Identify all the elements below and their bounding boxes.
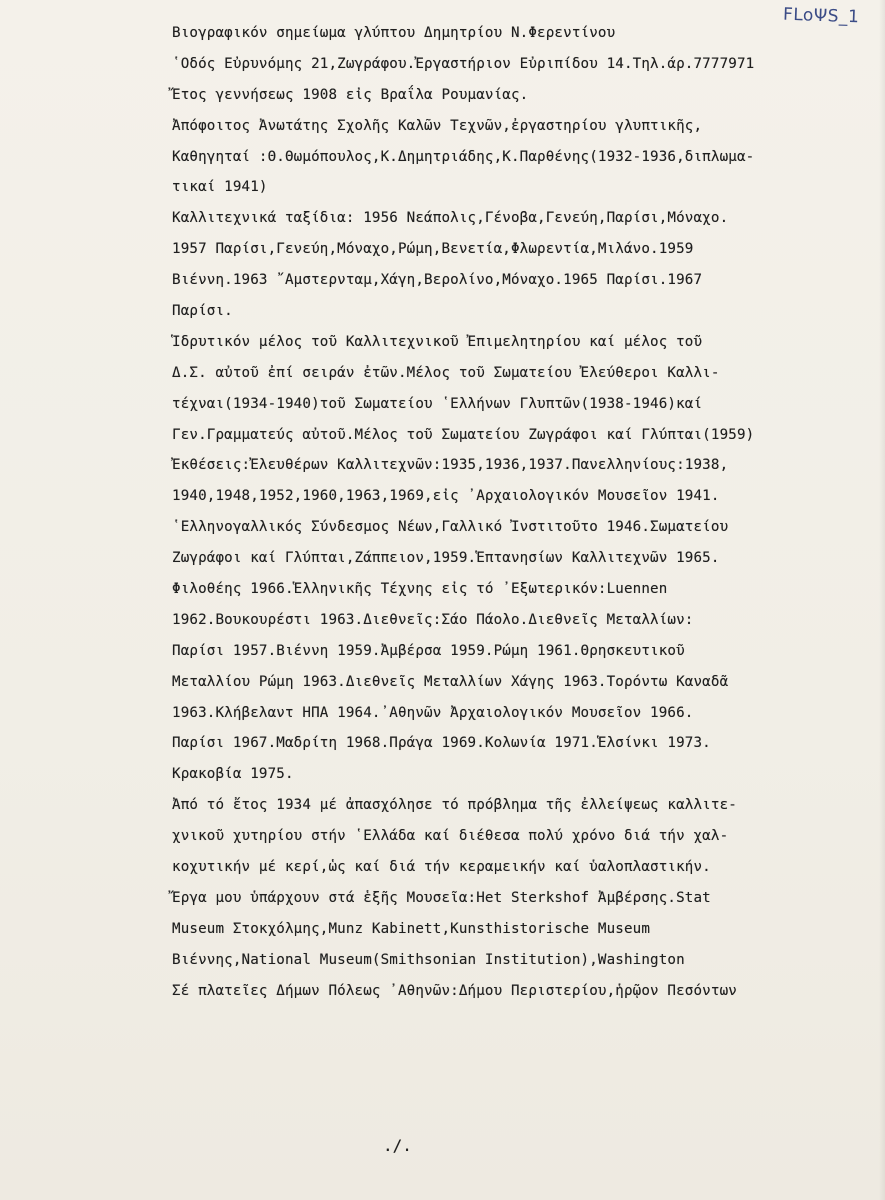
- text-line: Φιλοθέης 1966.Ἑλληνικῆς Τέχνης εἰς τό ᾽Εξωτερικόν:Luennen: [172, 581, 668, 598]
- text-line: Βιέννης,National Museum(Smithsonian Institution),Washington: [172, 951, 685, 968]
- text-line: χνικοῦ χυτηρίου στήν ῾Ελλάδα καί διέθεσα πολύ χρόνο διά τήν χαλ-: [172, 828, 729, 845]
- text-line: Κρακοβία 1975.: [172, 766, 294, 783]
- text-line: ῾Ελληνογαλλικός Σύνδεσμος Νέων,Γαλλικό Ἰνστιτοῦτο 1946.Σωματείου: [172, 519, 729, 536]
- text-line: Ἔτος γεννήσεως 1908 εἰς Βραΐλα Ρουμανίας.: [172, 86, 529, 103]
- text-line: Δ.Σ. αὐτοῦ ἐπί σειράν ἐτῶν.Μέλος τοῦ Σωματείου Ἐλεύθεροι Καλλι-: [172, 364, 720, 381]
- text-line: Σέ πλατεῖες Δήμων Πόλεως ᾽Αθηνῶν:Δήμου Περιστερίου,ἡρῷον Πεσόντων: [172, 982, 737, 999]
- handwritten-reference-note: FLoΨS_1: [782, 4, 860, 28]
- text-line: Παρίσι.: [172, 303, 233, 320]
- text-line: Museum Στοκχόλμης,Munz Kabinett,Kunsthistorische Museum: [172, 920, 651, 937]
- text-line: Ἐκθέσεις:Ἐλευθέρων Καλλιτεχνῶν:1935,1936,1937.Πανελληνίους:1938,: [172, 457, 729, 474]
- document-title: Βιογραφικόν σημείωμα γλύπτου Δημητρίου Ν.Φερεντίνου: [172, 25, 616, 41]
- text-line: Καλλιτεχνικά ταξίδια: 1956 Νεάπολις,Γένοβα,Γενεύη,Παρίσι,Μόναχο.: [172, 210, 729, 227]
- text-line: Ζωγράφοι καί Γλύπται,Ζάππειον,1959.Ἑπτανησίων Καλλιτεχνῶν 1965.: [172, 550, 720, 567]
- continuation-mark: ./.: [383, 1136, 412, 1155]
- text-line: τικαί 1941): [172, 179, 268, 196]
- text-line: 1963.Κλήβελαντ ΗΠΑ 1964.᾽Αθηνῶν Ἀρχαιολογικόν Μουσεῖον 1966.: [172, 704, 694, 721]
- text-line: Ἔργα μου ὑπάρχουν στά ἑξῆς Μουσεῖα:Het Sterkshof Ἀμβέρσης.Stat: [172, 889, 711, 906]
- text-line: κοχυτικήν μέ κερί,ὡς καί διά τήν κεραμεικήν καί ὑαλοπλαστικήν.: [172, 859, 711, 876]
- text-line: Ἀπόφοιτος Ἀνωτάτης Σχολῆς Καλῶν Τεχνῶν,ἐργαστηρίου γλυπτικῆς,: [172, 117, 703, 134]
- text-line: 1940,1948,1952,1960,1963,1969,εἰς ᾽Αρχαιολογικόν Μουσεῖον 1941.: [172, 488, 720, 505]
- text-line: Καθηγηταί :Θ.Θωμόπουλος,Κ.Δημητριάδης,Κ.Παρθένης(1932-1936,διπλωμα-: [172, 148, 755, 165]
- text-line: Ἱδρυτικόν μέλος τοῦ Καλλιτεχνικοῦ Ἐπιμελητηρίου καί μέλος τοῦ: [172, 333, 703, 350]
- text-line: Ἀπό τό ἔτος 1934 μέ ἀπασχόλησε τό πρόβλημα τῆς ἐλλείψεως καλλιτε-: [172, 797, 737, 814]
- text-line: τέχναι(1934-1940)τοῦ Σωματείου ῾Ελλήνων Γλυπτῶν(1938-1946)καί: [172, 395, 703, 412]
- text-line: Μεταλλίου Ρώμη 1963.Διεθνεῖς Μεταλλίων Χάγης 1963.Τορόντω Καναδᾶ: [172, 673, 729, 690]
- text-line: Παρίσι 1967.Μαδρίτη 1968.Πράγα 1969.Κολωνία 1971.Ἑλσίνκι 1973.: [172, 735, 711, 752]
- text-line: 1957 Παρίσι,Γενεύη,Μόναχο,Ρώμη,Βενετία,Φλωρεντία,Μιλάνο.1959: [172, 241, 694, 258]
- text-line: ῾Οδός Εὐρυνόμης 21,Ζωγράφου.Ἐργαστήριον Εὐριπίδου 14.Τηλ.άρ.7777971: [172, 55, 755, 72]
- text-line: Παρίσι 1957.Βιέννη 1959.Ἀμβέρσα 1959.Ρώμη 1961.Θρησκευτικοῦ: [172, 642, 685, 659]
- document-body: [172, 18, 872, 1007]
- text-line: 1962.Βουκουρέστι 1963.Διεθνεῖς:Σάο Πάολο.Διεθνεῖς Μεταλλίων:: [172, 611, 694, 628]
- text-line: Βιέννη.1963 ῎Αμστερνταμ,Χάγη,Βερολίνο,Μόναχο.1965 Παρίσι.1967: [172, 272, 703, 289]
- text-line: Γεν.Γραμματεύς αὐτοῦ.Μέλος τοῦ Σωματείου Ζωγράφοι καί Γλύπται(1959): [172, 426, 755, 443]
